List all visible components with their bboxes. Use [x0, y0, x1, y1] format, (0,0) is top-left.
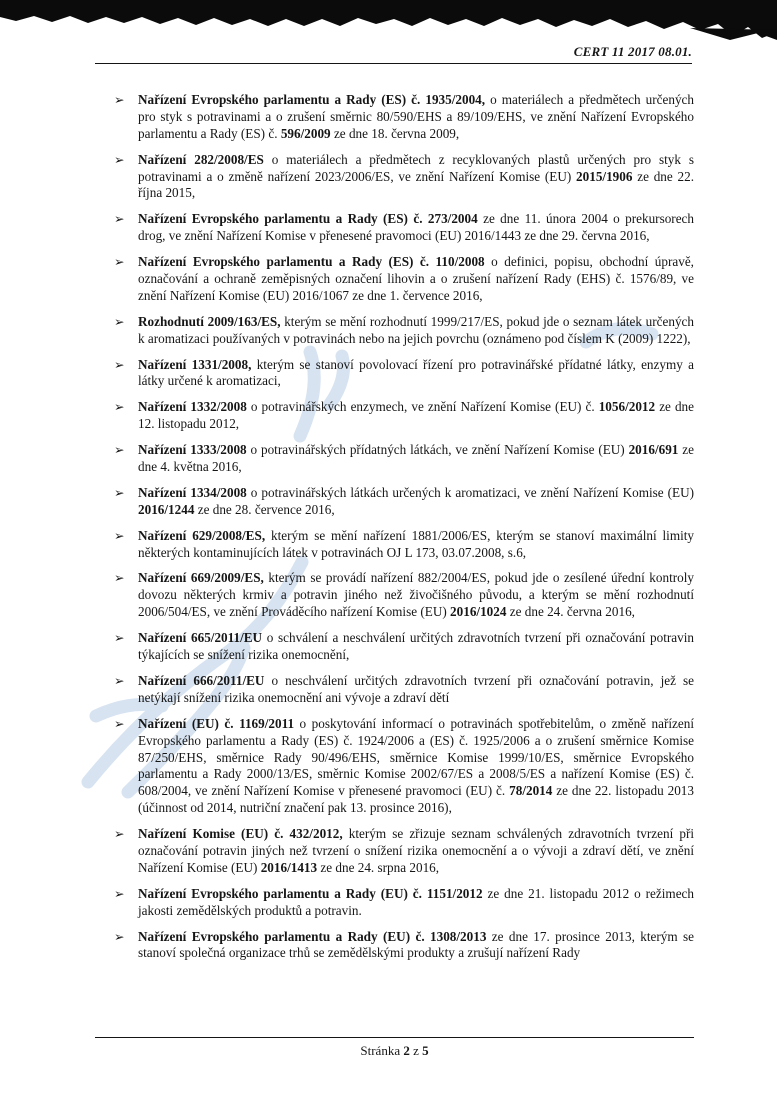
- regulation-text: Nařízení 666/2011/EU o neschválení určitých zdravotních tvrzení při označování potravin, jež se netýkají snížení rizika onemocnění ani vývoje a zdraví dětí: [138, 672, 694, 705]
- arrow-bullet-icon: ➢: [114, 356, 125, 372]
- arrow-bullet-icon: ➢: [114, 92, 125, 107]
- arrow-bullet-icon: ➢: [114, 928, 125, 944]
- arrow-bullet-icon: ➢: [114, 151, 125, 167]
- regulation-text: Nařízení Evropského parlamentu a Rady (EU) č. 1151/2012 ze dne 21. listopadu 2012 o režimech jakosti zemědělských produktů a potravin.: [138, 885, 694, 918]
- list-item: [95, 673, 694, 707]
- arrow-bullet-icon: ➢: [114, 570, 125, 586]
- arrow-bullet-icon: ➢: [114, 442, 125, 458]
- footer-divider: [95, 1037, 694, 1038]
- arrow-bullet-icon: ➢: [114, 672, 125, 688]
- list-item: [95, 570, 694, 621]
- regulation-text: Nařízení 1334/2008 o potravinářských látkách určených k aromatizaci, ve znění Nařízení Komise (EU) 2016/1244 ze dne 28. července 2016,: [138, 484, 694, 517]
- regulation-text: Nařízení Evropského parlamentu a Rady (ES) č. 273/2004 ze dne 11. února 2004 o prekursorech drog, ve znění Nařízení Komise v přenesené pravomoci (EU) 2016/1443 ze dne 29. června 2016,: [138, 211, 694, 244]
- regulation-text: Nařízení 1333/2008 o potravinářských přídatných látkách, ve znění Nařízení Komise (EU) 2016/691 ze dne 4. května 2016,: [138, 442, 694, 475]
- list-item: [95, 485, 694, 519]
- regulation-text: Nařízení 669/2009/ES, kterým se provádí nařízení 882/2004/ES, pokud jde o zesílené úřední kontroly dovozu některých krmiv a potravin jiného než živočišného původu, a kterým se mění rozhodnutí 2006/504/ES, ve znění Prováděcího nařízení Komise (EU) 2016/1024 ze dne 24. června 2016,: [138, 570, 694, 620]
- list-item: [95, 716, 694, 817]
- list-item: [95, 399, 694, 433]
- list-item: [95, 314, 694, 348]
- regulation-list: [95, 92, 694, 971]
- list-item: [95, 886, 694, 920]
- list-item: [95, 929, 694, 963]
- regulation-text: Nařízení 629/2008/ES, kterým se mění nařízení 1881/2006/ES, kterým se stanoví maximální limity některých kontaminujících látek v potravinách OJ L 173, 03.07.2008, s.6,: [138, 527, 694, 560]
- header-reference: CERT 11 2017 08.01.: [573, 44, 692, 59]
- regulation-text: Nařízení (EU) č. 1169/2011 o poskytování informací o potravinách spotřebitelům, o změně nařízení Evropského parlamentu a Rady (ES) č. 1924/2006 a (ES) č. 1925/2006 a o zrušení směrnice Komise 87/250/EHS, směrnice Rady 90/496/EHS, směrnice Komise 1999/10/ES, směrnice Evropského parlamentu a Rady 2000/13/ES, směrnic Komise 2002/67/ES a 2008/5/ES a nařízení Komise (ES) č. 608/2004, ve znění Nařízení Komise v přenesené pravomoci (EU) č. 78/2014 ze dne 22. listopadu 2013 (účinnost od 2014, nutriční značení pak 13. prosince 2016),: [138, 715, 694, 816]
- regulation-text: Rozhodnutí 2009/163/ES, kterým se mění rozhodnutí 1999/217/ES, pokud jde o seznam látek určených k aromatizaci používaných v potravinách nebo na jejich povrchu (oznámeno pod číslem K (2009) 1222),: [138, 313, 694, 346]
- regulation-text: Nařízení 665/2011/EU o schválení a neschválení určitých zdravotních tvrzení při označování potravin týkajících se snížení rizika onemocnění,: [138, 630, 694, 663]
- footer-total: 5: [422, 1043, 429, 1058]
- regulation-text: Nařízení Evropského parlamentu a Rady (ES) č. 110/2008 o definici, popisu, obchodní úpravě, označování a ochraně zeměpisných označení lihovin a o zrušení nařízení Rady (EHS) č. 1576/89, ve znění Nařízení Komise (EU) 2016/1067 ze dne 1. července 2016,: [138, 254, 694, 303]
- arrow-bullet-icon: ➢: [114, 399, 125, 415]
- regulation-text: Nařízení Komise (EU) č. 432/2012, kterým se zřizuje seznam schválených zdravotních tvrzení při označování potravin jiných než tvrzení o snížení rizika onemocnění a o vývoji a zdraví dětí, ve znění Nařízení Komise (EU) 2016/1413 ze dne 24. srpna 2016,: [138, 826, 694, 875]
- regulation-text: Nařízení 282/2008/ES o materiálech a předmětech z recyklovaných plastů určených pro styk s potravinami a o změně nařízení 2023/2006/ES, ve znění Nařízení Komise (EU) 2015/1906 ze dne 22. října 2015,: [138, 151, 695, 201]
- arrow-bullet-icon: ➢: [114, 826, 125, 842]
- list-item: [95, 211, 694, 245]
- header-divider: [95, 63, 692, 64]
- regulation-text: Nařízení Evropského parlamentu a Rady (EU) č. 1308/2013 ze dne 17. prosince 2013, kterým se stanoví společná organizace trhů se zemědělskými produkty a zrušují nařízení Rady: [138, 928, 694, 961]
- list-item: [95, 357, 694, 391]
- page-number: [95, 1043, 694, 1059]
- arrow-bullet-icon: ➢: [114, 313, 125, 329]
- list-item: [95, 152, 694, 203]
- arrow-bullet-icon: ➢: [114, 630, 125, 646]
- arrow-bullet-icon: ➢: [114, 254, 125, 270]
- arrow-bullet-icon: ➢: [114, 527, 125, 543]
- scan-artifact-top-edge: [0, 0, 777, 46]
- arrow-bullet-icon: ➢: [114, 715, 125, 731]
- document-footer: [95, 1034, 694, 1059]
- regulation-text: Nařízení Evropského parlamentu a Rady (ES) č. 1935/2004, o materiálech a předmětech určených pro styk s potravinami a o zrušení směrnic 80/590/EHS a 89/109/EHS, ve znění Nařízení Evropského parlamentu a Rady (ES) č. 596/2009 ze dne 18. června 2009,: [138, 92, 694, 141]
- footer-label: Stránka: [360, 1043, 404, 1058]
- arrow-bullet-icon: ➢: [114, 211, 125, 227]
- arrow-bullet-icon: ➢: [114, 885, 125, 901]
- document-header: [95, 44, 692, 64]
- footer-page-number: 2: [403, 1043, 410, 1058]
- list-item: [95, 442, 694, 476]
- footer-of: z: [409, 1043, 423, 1058]
- regulation-text: Nařízení 1331/2008, kterým se stanoví povolovací řízení pro potravinářské přídatné látky, enzymy a látky určené k aromatizaci,: [138, 356, 694, 389]
- list-item: [95, 92, 694, 143]
- list-item: [95, 630, 694, 664]
- regulation-text: Nařízení 1332/2008 o potravinářských enzymech, ve znění Nařízení Komise (EU) č. 1056/2012 ze dne 12. listopadu 2012,: [138, 399, 694, 432]
- arrow-bullet-icon: ➢: [114, 484, 125, 500]
- list-item: [95, 254, 694, 305]
- list-item: [95, 826, 694, 877]
- list-item: [95, 528, 694, 562]
